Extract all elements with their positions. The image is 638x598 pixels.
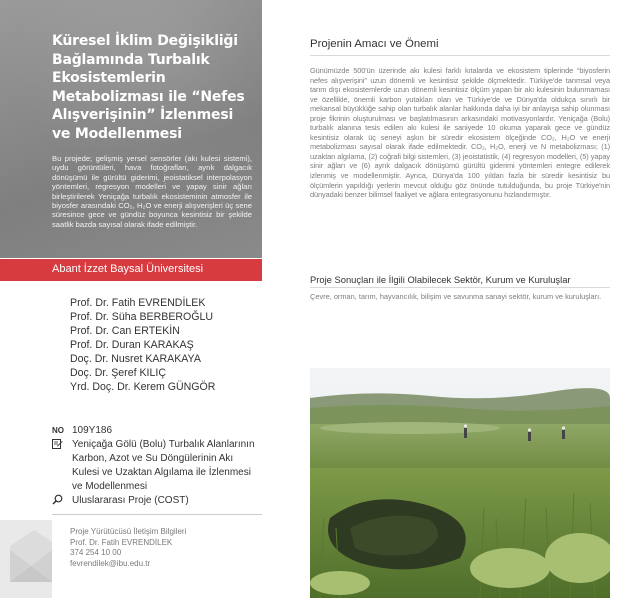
project-title: Küresel İklim Değişikliği Bağlamında Turbalık Ekosistemlerin Metabolizması ile “Nefes Alışverişinin” İzlenmesi ve Modellenmesi bbox=[52, 33, 245, 142]
contact-info bbox=[70, 527, 260, 569]
envelope-icon bbox=[0, 520, 52, 598]
aim-paragraph: Günümüzde 500'ün üzerinde akı kulesi farklı kıtalarda ve ekosistem tiplerinde “biyosferin nefes alışverişini” uzun dönemli ve kesintisiz şekilde ölçmektedir. Türkiye'de tarımsal veya tarım dışı ekosistemlerde uzun dönemli kesintisiz ölçüm yapan bir akı kulesinin bulunmaması ve özellikle, önemli karbon yutakları olan ve Türkiye'de ve Dünya'da oldukça sınırlı bir mekansal büyüklüğe sahip olan turbalık alanlar hakkında daha iyi bir anlayışa sahip olunması proje fikrinin oluşturulması ve başlatılmasının arkasındaki motivasyonlardır. Yeniçağa (Bolu) turbalık alanına tesis edilen akı kulesi ile saniyede 10 okuma yaparak gece ve gündüz kesintisiz olarak üç seneyi aşkın bir süredir ekosistem ölçeğinde CO₂, H₂O ve enerji metabolizması sayısal olarak ifade edilmektedir. CO₂, H₂O, enerji ve N metabolizması; (1) uzaktan algılama, (2) coğrafi bilgi sistemleri, (3) jeoistatistik, (4) regresyon modelleri, (5) yapay sinir ağları ve (6) ayrık dalgacık dönüşümü gürültü giderimi yöntemleri entegre edilerek izlenmiş ve modellenmiştir. Ayrıca, Dünya'da 100 yıldan fazla bir süredir kesintisiz bu ölçümlerin yapıldığı yerlerin mevcut olduğu göz önünde tutulduğunda, bu proje Türkiye'nin dünyadaki benzer bilimsel faaliyet ve ağlara entegrasyonunu hızlandırmıştır. bbox=[310, 66, 610, 200]
contact-label: Proje Yürütücüsü İletişim Bilgileri bbox=[70, 527, 187, 536]
university-bar bbox=[0, 259, 262, 281]
researcher-item: Doç. Dr. Şeref KILIÇ bbox=[70, 367, 166, 379]
contact-name: Prof. Dr. Fatih EVRENDİLEK bbox=[70, 537, 173, 547]
heading-rule bbox=[310, 287, 610, 288]
researcher-item: Prof. Dr. Duran KARAKAŞ bbox=[70, 339, 194, 351]
number-label: NO bbox=[52, 426, 64, 435]
program-row bbox=[52, 494, 262, 510]
researcher-item: Prof. Dr. Fatih EVRENDİLEK bbox=[70, 297, 206, 309]
sectors-paragraph: Çevre, orman, tarım, hayvancılık, bilişim ve savunma sanayi sektör, kurum ve kuruluşları. bbox=[310, 292, 602, 301]
researcher-item: Yrd. Doç. Dr. Kerem GÜNGÖR bbox=[70, 381, 216, 393]
project-summary: Bu projede; gelişmiş yersel sensörler (akı kulesi sistemi), uydu görüntüleri, hava fotoğrafları, ayrık dalgacık dönüşümü ile gürültü giderimi, jeoistatiksel interpolasyon yöntemleri, regresyon modelleri ve yapay sinir ağları birleştirilerek Yeniçağa turbalık ekosisteminin atmosfer ile biyosfer arasındaki CO₂, H₂O ve enerji alışverişleri üç sene süresince gece ve gündüz boyunca kesintisiz bir şekilde saatlik bazda sayısal olarak ifade edilmiştir. bbox=[52, 154, 252, 229]
researcher-item: Doç. Dr. Nusret KARAKAYA bbox=[70, 353, 201, 365]
search-icon bbox=[52, 494, 66, 510]
contact-phone: 374 254 10 00 bbox=[70, 548, 122, 558]
researcher-item: Prof. Dr. Süha BERBEROĞLU bbox=[70, 311, 214, 323]
researcher-item: Prof. Dr. Can ERTEKİN bbox=[70, 325, 180, 337]
title-panel bbox=[0, 0, 262, 258]
program-type: Uluslararası Proje (COST) bbox=[72, 495, 189, 506]
university-name: Abant İzzet Baysal Üniversitesi bbox=[52, 263, 204, 275]
project-name: Yeniçağa Gölü (Bolu) Turbalık Alanlarının Karbon, Azot ve Su Döngülerinin Akı Kulesi ve Uzaktan Algılama ile İzlenmesi ve Modellenmesi bbox=[72, 439, 255, 492]
aim-heading: Projenin Amacı ve Önemi bbox=[310, 38, 439, 50]
project-info bbox=[52, 424, 262, 510]
contact-email[interactable]: fevrendilek@ibu.edu.tr bbox=[70, 558, 151, 568]
researcher-list bbox=[70, 296, 260, 394]
heading-rule bbox=[310, 55, 610, 56]
sectors-heading: Proje Sonuçları ile İlgili Olabilecek Sektör, Kurum ve Kuruluşlar bbox=[310, 274, 571, 285]
peatland-photo bbox=[310, 368, 610, 598]
project-name-row bbox=[52, 438, 262, 494]
divider bbox=[52, 514, 262, 515]
edit-icon bbox=[52, 438, 66, 454]
project-number-row bbox=[52, 424, 262, 438]
project-number: 109Y186 bbox=[72, 425, 113, 436]
